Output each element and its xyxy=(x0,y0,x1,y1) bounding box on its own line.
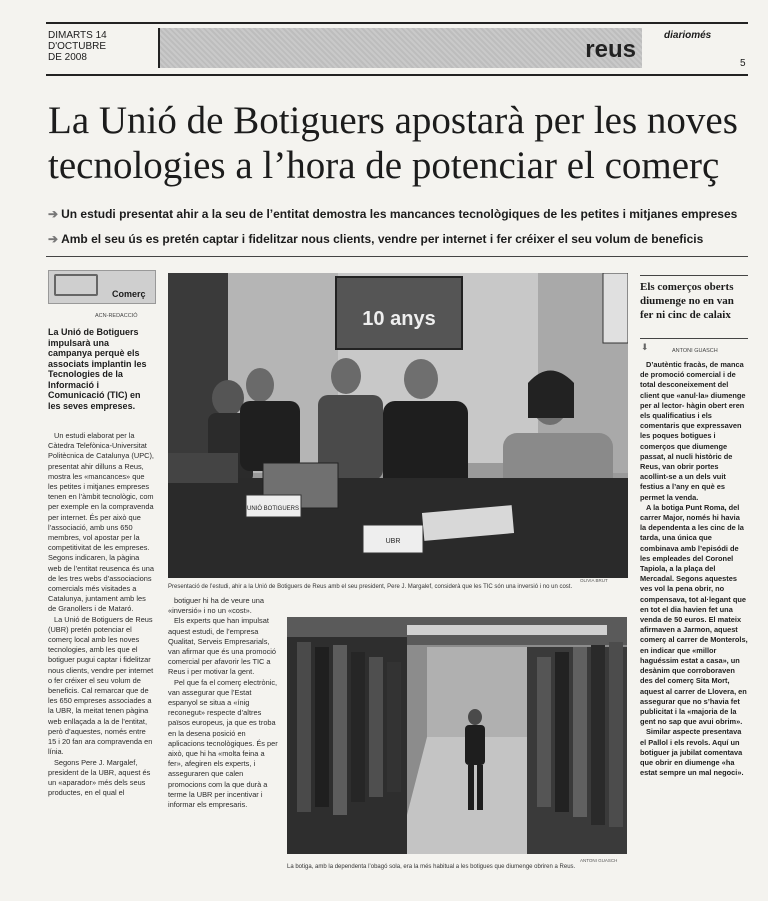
sidebar-rule xyxy=(640,275,748,276)
paragraph: A la botiga Punt Roma, del carrer Major, només hi havia la dependenta a les cinc de la tarda, una única que combinava amb l’episódi de les empleades del Coronel Tapiola, a la plaça del Mercadal. Segons aquestes ves vol la pena obrir, no compensava, tot al·legant que en tot el dia havien fet una venda de 50 euros. El mateix afirmaven a Jarmon, aquest comerç al carrer de Monterols, en indicar que «millor haguéssim estat a casa», un desànim que corroboraven des del comerç Sita Mort, aquest al carrer de Llovera, en assegurar que no s’havia fet publicitat i la «majoria de la gent no sap que avui obrim». xyxy=(640,502,748,727)
byline: ACN-REDACCIÓ xyxy=(95,313,138,319)
photo-caption: Presentació de l’estudi, ahir a la Unió de Botiguers de Reus amb el seu president, Pere J. Margalef, considerà que les TIC són una inversió i no un cost. xyxy=(168,584,573,590)
paragraph: Segons Pere J. Margalef, president de la UBR, aquest és un «aparador» més dels seus productes, en el qual el xyxy=(48,757,151,798)
sidebar-rule xyxy=(640,338,748,339)
paragraph: Similar aspecte presentava el Pallol i els revols. Aquí un botiguer ja jubilat comentava que obrir en diumenge «ha estat sempre un mal negoci». xyxy=(640,727,744,778)
sidebar-byline: ANTONI GUASCH xyxy=(672,348,718,354)
arrow-icon: ➔ xyxy=(48,232,59,246)
arrow-down-icon: ⬇ xyxy=(641,342,649,352)
subhead xyxy=(48,232,753,246)
section-tag-label: Comerç xyxy=(112,289,146,299)
masthead-top-rule xyxy=(46,22,748,24)
subhead-text: Un estudi presentat ahir a la seu de l’entitat demostra les mancances tecnològiques de les petites i mitjanes empreses xyxy=(61,207,738,221)
section-name: reus xyxy=(585,36,636,63)
date-line: D'OCTUBRE xyxy=(48,41,107,52)
sidebar-headline: Els comerços oberts diumenge no en van fer ni cinc de calaix xyxy=(640,281,734,321)
date-line: DIMARTS 14 xyxy=(48,30,107,41)
press-conference-photo xyxy=(168,273,628,578)
page-number: 5 xyxy=(740,58,746,69)
date-line: DE 2008 xyxy=(48,52,87,63)
article-lead: La Unió de Botiguers impulsarà una campanya perquè els associats implantin les Tecnologies de la Informació i Comunicació (TIC) en les seves empreses. xyxy=(48,327,147,411)
photo-credit: OLIVIA BRUT xyxy=(580,578,608,583)
sidebar-body xyxy=(640,360,748,778)
headline-rule xyxy=(46,256,748,257)
issue-date xyxy=(48,30,148,63)
subhead xyxy=(48,207,753,221)
article-body-middle xyxy=(168,596,280,810)
shop-icon xyxy=(54,274,98,296)
banner-text: 10 anys xyxy=(362,308,436,330)
paragraph: botiguer hi ha de veure una «inversió» i no un «cost». xyxy=(168,596,264,616)
article-body-left xyxy=(48,431,154,798)
shop-interior-photo xyxy=(287,617,627,854)
subhead-text: Amb el seu ús es pretén captar i fidelitzar nous clients, vendre per internet i fer créixer el seu volum de beneficis xyxy=(61,232,704,246)
table-sign: UNIÓ BOTIGUERS xyxy=(246,506,300,512)
arrow-icon: ➔ xyxy=(48,207,59,221)
masthead-bottom-rule xyxy=(46,74,748,76)
newspaper-logo: diariomés xyxy=(664,30,712,41)
article-headline: La Unió de Botiguers apostarà per les noves tecnologies a l’hora de potenciar el comerç xyxy=(48,99,738,187)
paragraph: La Unió de Botiguers de Reus (UBR) pretén potenciar el comerç local amb les noves tecnologies, amb les que el botiguer pugui captar i fidelitzar nous clients, vendre per internet o fer créixer el seu volum de beneficis. Cal remarcar que de les 650 empreses associades a la UBR, la meitat tenen pàgina web enllaçada a la de l’entitat, però d’aquestes, només entre 15 i 20 fan ara compravenda en línia. xyxy=(48,614,154,757)
section-band xyxy=(158,28,642,68)
table-sign: UBR xyxy=(385,538,401,545)
paragraph: Un estudi elaborat per la Càtedra Telefònica-Universitat Politècnica de Catalunya (UPC), presentat ahir dilluns a Reus, mostra les «mancances» que les petites i mitjanes empreses tenen en l’àmbit tecnològic, com per exemple en la compravenda per internet. És per això que l’associació, amb uns 650 membres, vol apostar per la competitivitat de les empreses. Segons indicaren, la pàgina web de l’entitat reusenca és una de les tres webs d’associacions comercials més visitades a Catalunya, juntament amb les de Granollers i de Mataró. xyxy=(48,431,155,614)
paragraph: Els experts que han impulsat aquest estudi, de l’empresa Qualitat, Serveis Empresarials, van afirmar que és una promoció comercial per afavorir les TIC a Reus i per motivar la gent. xyxy=(168,616,277,677)
photo-caption: La botiga, amb la dependenta l’obagó sola, era la més habitual a les botigues que diumenge obriren a Reus. xyxy=(287,864,576,870)
paragraph: Pel que fa el comerç electrònic, van assegurar que l’Estat espanyol se situa a «ínig reconegut» respecte d’altres països europeus, ja que es troba en la desena posició en aplicacions tecnològiques. És per això, que hi ha «molta feina a fer», afegiren els experts, i asseguraren que calen promocions com la que durà a terme la UBR per incentivar i informar els empresaris. xyxy=(168,677,278,810)
paragraph: D’autèntic fracàs, de manca de promoció comercial i de total desconeixement del client que «anul·la» diumenge per al lector- hàgin obert eren els qualificatius i els comentaris que expressaven les poques botigues i comerços que diumenge passat, al nucli històric de Reus, van obrir portes acollint-se a un dels vuit festius a l’any en què es permet la venda. xyxy=(640,360,746,502)
photo-credit: ANTONI GUASCH xyxy=(580,858,618,863)
